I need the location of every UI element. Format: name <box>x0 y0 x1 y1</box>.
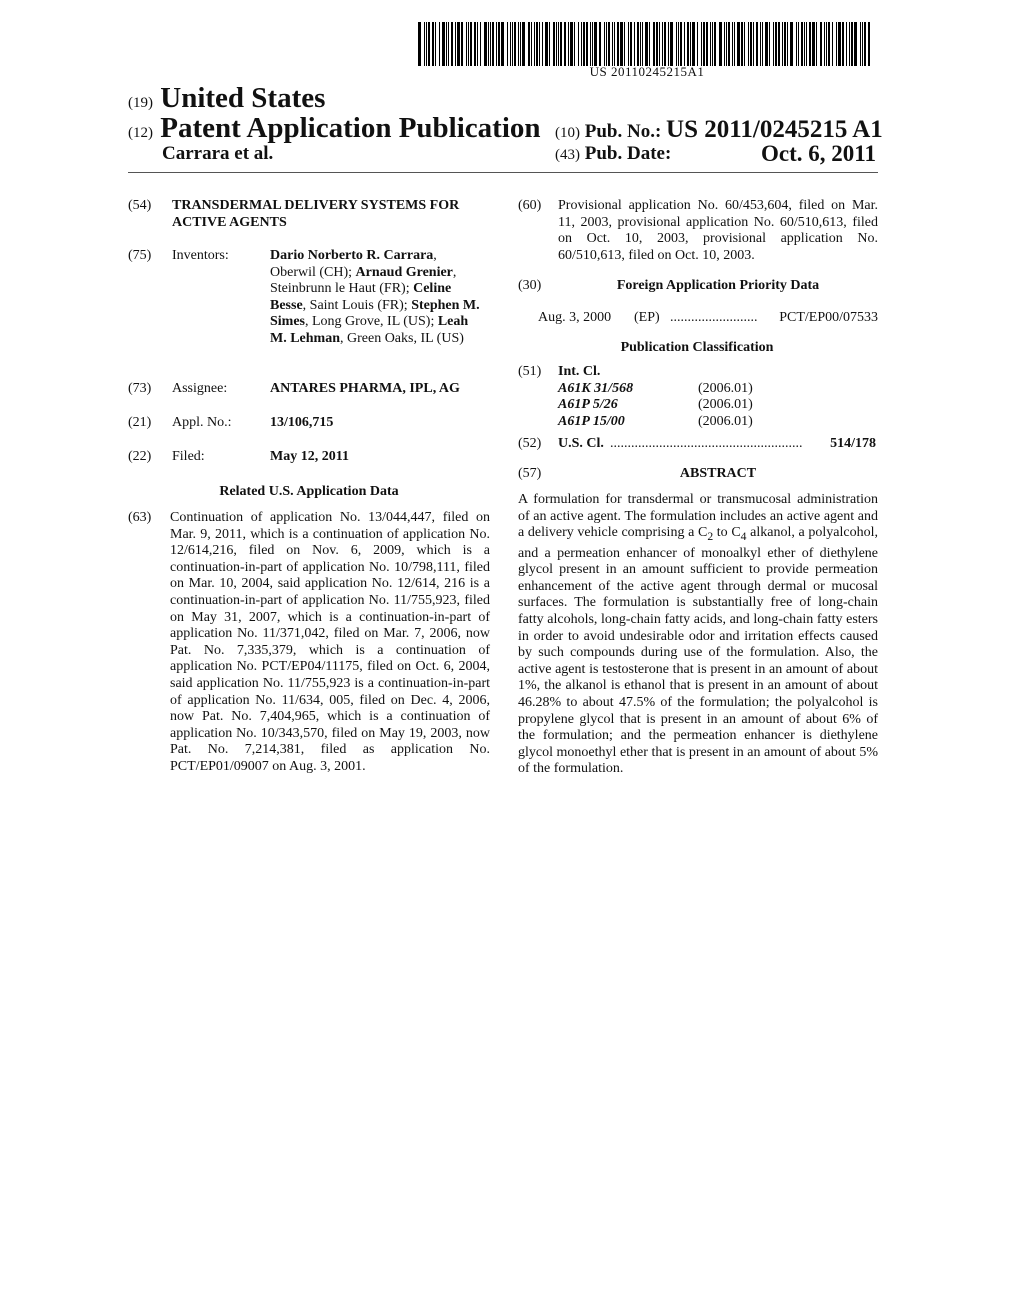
publication-type: Patent Application Publication <box>160 112 541 144</box>
foreign-priority-section <box>518 278 878 295</box>
abstract-part: A formulation for transdermal or transmucosal administration of an active agent. The formulation includes an active agent and a delivery vehicle comprising a C <box>518 492 878 541</box>
inventor-place: , Long Grove, IL (US); <box>305 314 438 330</box>
tag-57: (57) <box>518 466 542 481</box>
pub-date-line <box>555 143 876 165</box>
abstract-part: alkanol, a polyalcohol, and a permeation enhancer of monoalkyl ether of diethylene glycol present in an amount sufficient to provide permeation enhancement of the active agent through dermal or mucosal surfaces. The formulation is substantially free of long-chain fatty alcohols, long-chain fatty acids, and long-chain fatty esters in order to avoid undesirable odor and irritation effects caused by such compounds during use of the formulation. Also, the active agent is testosterone that is present in an amount of about 1%, the alkanol is ethanol that is present in an amount of about 46.28% to about 47.5% of the formulation; the polyalcohol is propylene glycol that is present in an amount of about 6% of the formulation; and the permeation enhancer is diethylene glycol monoethyl ether that is present in an amount of about 5% of the formulation. <box>518 525 878 777</box>
tag-63: (63) <box>128 510 152 525</box>
inventor-place: , Green Oaks, IL (US) <box>340 330 464 346</box>
tag-52: (52) <box>518 436 542 451</box>
appl-no: 13/106,715 <box>270 415 334 430</box>
pubclass-heading: Publication Classification <box>620 340 774 355</box>
tag-54: (54) <box>128 198 152 213</box>
tag-30: (30) <box>518 278 542 293</box>
int-cl-row <box>558 397 878 414</box>
provisional-section <box>518 198 878 264</box>
int-cl-section <box>518 364 878 430</box>
filed-label: Filed: <box>172 449 205 464</box>
authors: Carrara et al. <box>162 143 274 164</box>
barcode <box>418 22 876 66</box>
int-cl-row <box>558 414 878 431</box>
pub-date: Oct. 6, 2011 <box>761 141 876 166</box>
pub-number-label: Pub. No.: <box>584 121 662 142</box>
inventor-place: , Oberwil (CH); <box>270 248 437 280</box>
abstract-subscript: 4 <box>740 529 747 543</box>
tag-51: (51) <box>518 364 542 379</box>
inventor-name: Leah M. Lehman <box>270 314 469 346</box>
int-cl-version: (2006.01) <box>698 397 753 413</box>
tag-73: (73) <box>128 381 152 396</box>
title: TRANSDERMAL DELIVERY SYSTEMS FOR ACTIVE AGENTS <box>172 198 460 230</box>
us-cl-label: U.S. Cl. <box>558 436 604 451</box>
tag-19: (19) <box>128 95 153 111</box>
abstract-heading-row <box>518 466 878 483</box>
abstract-part: to C <box>713 525 741 541</box>
country: United States <box>160 82 326 114</box>
us-cl: 514/178 <box>830 436 876 451</box>
foreign-priority-row <box>538 310 878 327</box>
pub-date-label: Pub. Date: <box>584 143 672 164</box>
foreign-date: Aug. 3, 2000 <box>538 310 612 325</box>
foreign-heading: Foreign Application Priority Data <box>616 278 820 293</box>
tag-12: (12) <box>128 125 153 141</box>
inventor-name: Stephen M. Simes <box>270 297 480 330</box>
int-cl-version: (2006.01) <box>698 380 753 396</box>
header-divider <box>128 172 878 173</box>
provisional-text: Provisional application No. 60/453,604, filed on Mar. 11, 2003, provisional application No. 60/510,613, filed on Oct. 10, 2003, provisional application No. 60/510,613, filed on Oct. 10, 2003. <box>558 198 878 263</box>
appl-no-label: Appl. No.: <box>172 415 232 430</box>
pub-number: US 2011/0245215 A1 <box>666 116 883 143</box>
filed-date: May 12, 2011 <box>270 449 349 464</box>
foreign-country: (EP) <box>634 310 660 325</box>
tag-21: (21) <box>128 415 152 430</box>
tag-22: (22) <box>128 449 152 464</box>
title-section <box>128 198 490 231</box>
barcode-number: US 20110245215A1 <box>589 64 705 79</box>
tag-60: (60) <box>518 198 542 213</box>
us-cl-dots: ....................................................... <box>610 436 803 451</box>
foreign-dots: ......................... <box>670 310 758 325</box>
abstract-heading: ABSTRACT <box>679 466 757 481</box>
inventor-name: Dario Norberto R. Carrara <box>270 248 434 263</box>
inventors-label: Inventors: <box>172 248 229 263</box>
inventor-place: , Steinbrunn le Haut (FR); <box>270 264 457 297</box>
int-cl-version: (2006.01) <box>698 413 753 429</box>
tag-10: (10) <box>555 125 580 141</box>
assignee: ANTARES PHARMA, IPL, AG <box>270 381 460 396</box>
int-cl-row <box>558 381 878 398</box>
continuation-section <box>128 510 490 776</box>
country-line <box>128 82 325 115</box>
abstract-text <box>518 492 878 778</box>
inventors-section <box>128 248 490 348</box>
int-cl-code: A61P 15/00 <box>558 413 625 429</box>
inventor-name: Celine Besse <box>270 281 452 313</box>
pub-number-line <box>555 116 883 144</box>
tag-43: (43) <box>555 147 580 163</box>
inventor-name: Arnaud Grenier <box>355 264 453 280</box>
publication-type-line <box>128 112 541 145</box>
int-cl-code: A61K 31/568 <box>558 380 634 396</box>
related-heading: Related U.S. Application Data <box>219 484 399 499</box>
assignee-label: Assignee: <box>172 381 228 396</box>
foreign-number: PCT/EP00/07533 <box>779 310 878 325</box>
int-cl-code: A61P 5/26 <box>558 397 618 413</box>
tag-75: (75) <box>128 248 152 263</box>
continuation-text: Continuation of application No. 13/044,447, filed on Mar. 9, 2011, which is a continuation of application No. 12/614,216, filed on Nov. 6, 2009, which is a continuation-in-part of application No. 10/798,111, filed on Mar. 10, 2004, said application No. 12/614, 216 is a continuation-in-part of application No. 11/755,923, filed on May 31, 2007, which is a continuation-in-part of application No. 11/371,042, filed on Mar. 7, 2006, now Pat. No. 7,335,379, which is a continuation of application No. PCT/EP04/11175, filed on Oct. 6, 2004, said application No. 11/755,923 is a continuation-in-part of application No. 11/634, 005, filed on Dec. 4, 2006, now Pat. No. 7,404,965, which is a continuation of application No. 10/343,570, filed on May 19, 2003, now Pat. No. 7,214,381, filed as application No. PCT/EP01/09007 on Aug. 3, 2001. <box>170 510 490 774</box>
inventors-list <box>270 248 480 348</box>
abstract-subscript: 2 <box>707 529 714 543</box>
int-cl-label: Int. Cl. <box>558 364 601 379</box>
inventor-place: , Saint Louis (FR); <box>302 297 412 313</box>
